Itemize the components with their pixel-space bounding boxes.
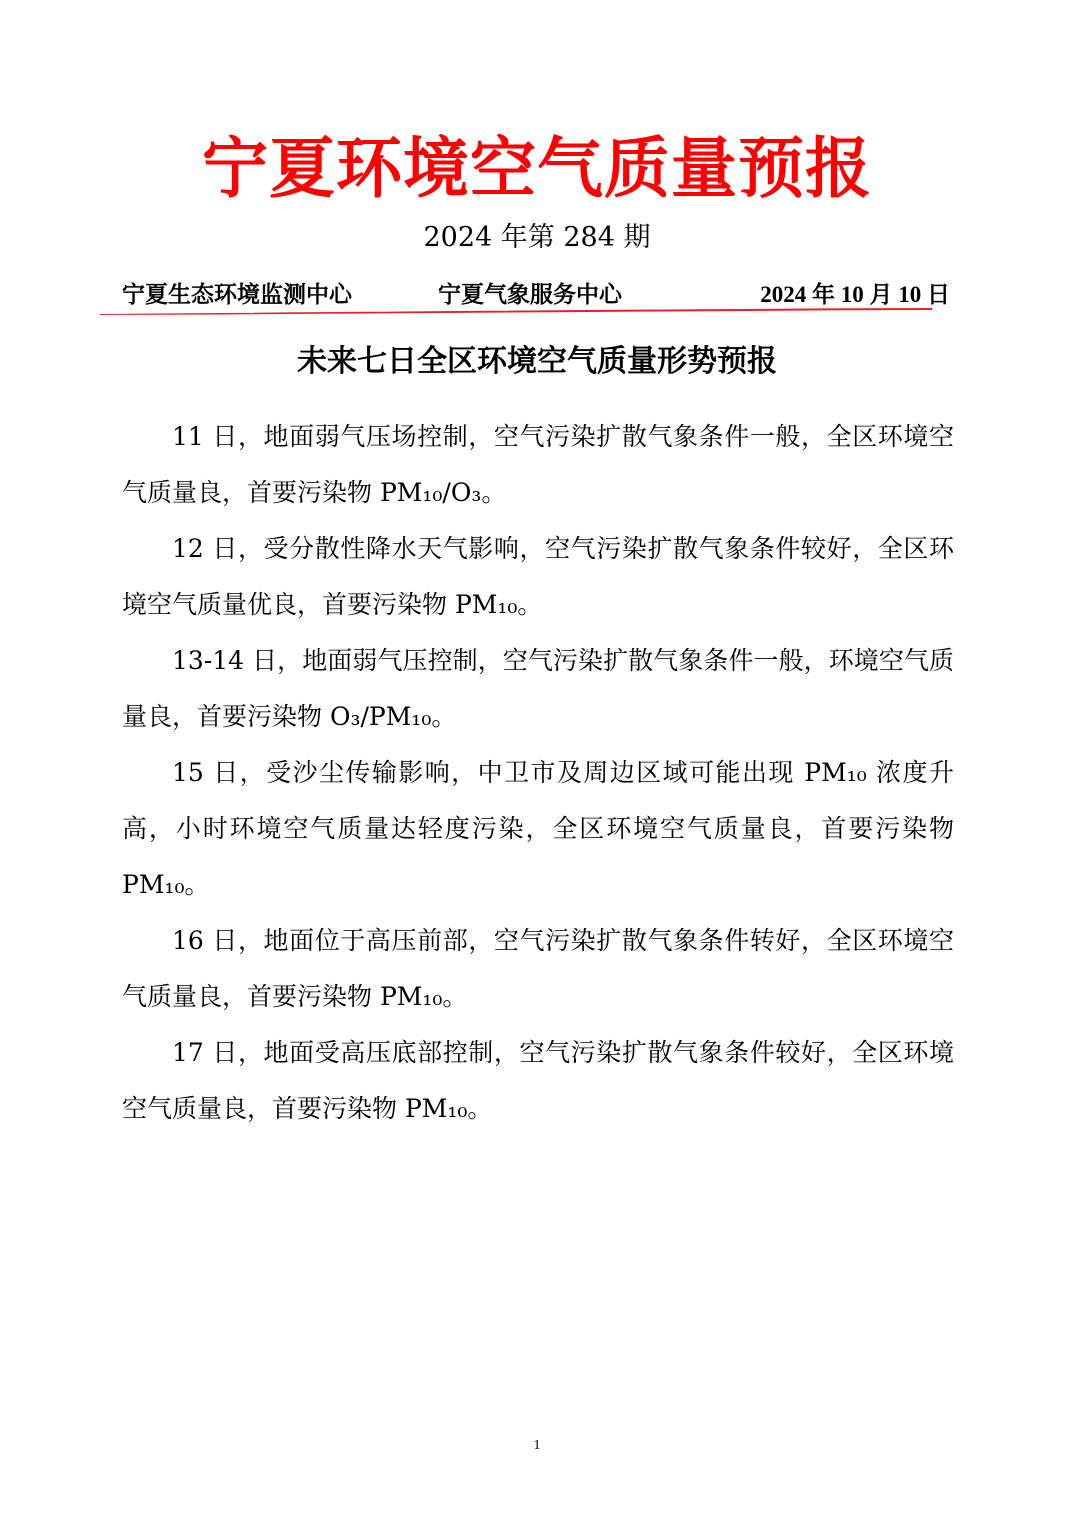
forecast-title: 未来七日全区环境空气质量形势预报 — [297, 344, 777, 379]
forecast-day-17: 17 日，地面受高压底部控制，空气污染扩散气象条件较好，全区环境空气质量良，首要污染物 PM₁₀。 — [122, 1038, 954, 1123]
publisher-monitoring-center: 宁夏生态环境监测中心 — [122, 282, 352, 307]
forecast-day-16: 16 日，地面位于高压前部，空气污染扩散气象条件转好，全区环境空气质量良，首要污染物 PM₁₀。 — [122, 926, 954, 1011]
red-divider-rule — [100, 307, 932, 315]
publisher-meteorological-center: 宁夏气象服务中心 — [438, 282, 622, 307]
forecast-day-13-14: 13-14 日，地面弱气压控制，空气污染扩散气象条件一般，环境空气质量良，首要污染物 O₃/PM₁₀。 — [122, 646, 954, 731]
forecast-day-12: 12 日，受分散性降水天气影响，空气污染扩散气象条件较好，全区环境空气质量优良，首要污染物 PM₁₀。 — [122, 534, 954, 619]
masthead-title: 宁夏环境空气质量预报 — [202, 129, 872, 207]
forecast-body — [122, 409, 954, 1137]
forecast-day-11: 11 日，地面弱气压场控制，空气污染扩散气象条件一般，全区环境空气质量良，首要污染物 PM₁₀/O₃。 — [122, 422, 954, 507]
issue-number: 2024 年第 284 期 — [423, 222, 651, 253]
forecast-day-15: 15 日，受沙尘传输影响，中卫市及周边区域可能出现 PM₁₀ 浓度升高，小时环境空气质量达轻度污染，全区环境空气质量良，首要污染物 PM₁₀。 — [122, 758, 954, 899]
page-number: 1 — [533, 1438, 541, 1453]
issue-date: 2024 年 10 月 10 日 — [760, 282, 950, 307]
